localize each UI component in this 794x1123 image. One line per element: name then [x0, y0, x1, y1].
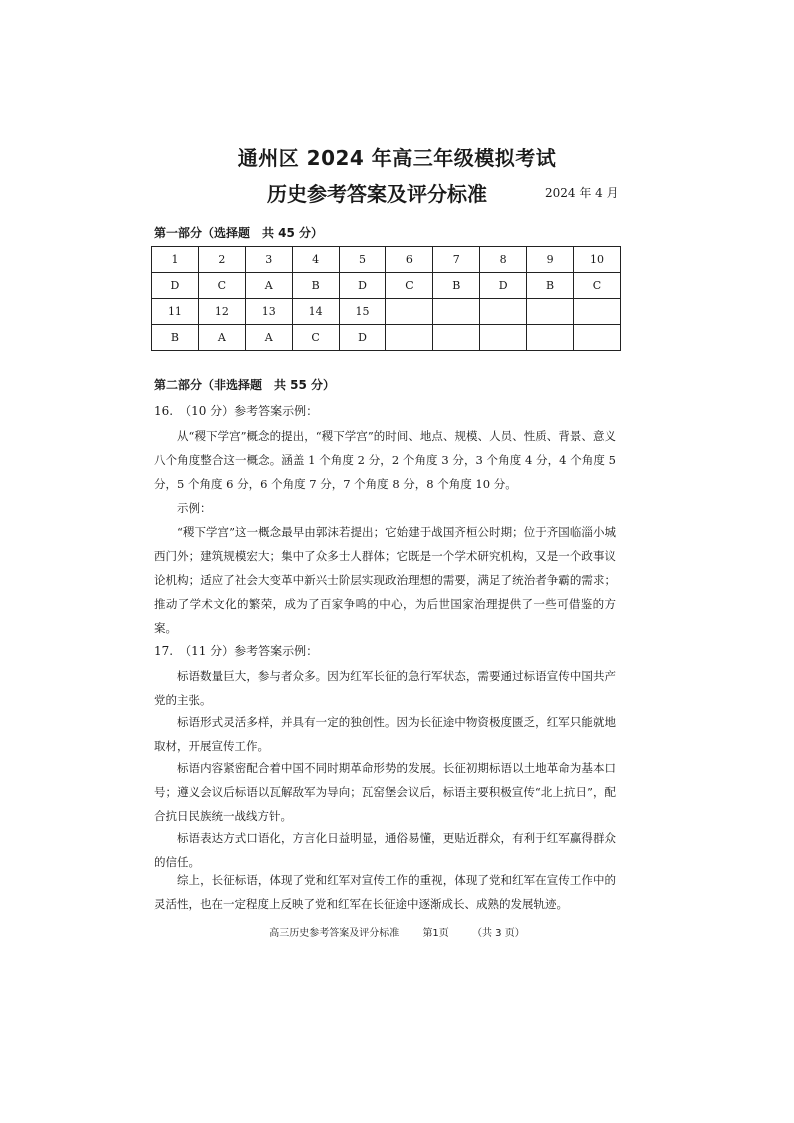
- answer-table: [151, 246, 621, 351]
- table-cell: A: [245, 325, 292, 351]
- q16-scoring-paragraph: 从“稷下学宫”概念的提出，“稷下学宫”的时间、地点、规模、人员、性质、背景、意义八个角度整合这一概念。涵盖 1 个角度 2 分，2 个角度 3 分，3 个角度 4 分，4 个角度 5 分，5 个角度 6 分，6 个角度 7 分，7 个角度 8 分，8 个角度 10 分。: [154, 429, 616, 491]
- footer-page-number: 第1页: [422, 928, 449, 939]
- table-cell: A: [245, 273, 292, 299]
- table-cell: 7: [433, 247, 480, 273]
- table-cell: A: [198, 325, 245, 351]
- table-cell: 12: [198, 299, 245, 325]
- table-cell: 14: [292, 299, 339, 325]
- q17-label: 17. （11 分）参考答案示例：: [154, 644, 319, 658]
- q17-paragraph-3: 标语内容紧密配合着中国不同时期革命形势的发展。长征初期标语以土地革命为基本口号；遵义会议后标语以瓦解敌军为导向；瓦窑堡会议后，标语主要积极宣传“北上抗日”，配合抗日民族统一战线方针。: [154, 761, 616, 823]
- table-cell: 11: [152, 299, 199, 325]
- q16-example-paragraph: “稷下学宫”这一概念最早由郭沫若提出；它始建于战国齐桓公时期；位于齐国临淄小城西门外；建筑规模宏大；集中了众多士人群体；它既是一个学术研究机构，又是一个政事议论机构；适应了社会大变革中新兴士阶层实现政治理想的需要，满足了统治者争霸的需求；推动了学术文化的繁荣，成为了百家争鸣的中心，为后世国家治理提供了一些可借鉴的方案。: [154, 525, 616, 635]
- q16-label: 16. （10 分）参考答案示例：: [154, 404, 319, 418]
- table-cell: [433, 299, 480, 325]
- table-cell: [527, 325, 574, 351]
- part1-heading: 第一部分（选择题 共 45 分）: [154, 226, 324, 240]
- table-cell: 10: [574, 247, 621, 273]
- table-cell: 4: [292, 247, 339, 273]
- table-cell: B: [152, 325, 199, 351]
- document-subtitle: 历史参考答案及评分标准: [267, 182, 487, 206]
- table-cell: 3: [245, 247, 292, 273]
- table-cell: 8: [480, 247, 527, 273]
- table-cell: 15: [339, 299, 386, 325]
- table-cell: [480, 299, 527, 325]
- table-row: [152, 273, 621, 299]
- table-cell: C: [198, 273, 245, 299]
- table-cell: 2: [198, 247, 245, 273]
- q17-paragraph-1: 标语数量巨大，参与者众多。因为红军长征的急行军状态，需要通过标语宣传中国共产党的主张。: [154, 669, 616, 707]
- table-cell: 13: [245, 299, 292, 325]
- table-cell: 1: [152, 247, 199, 273]
- table-cell: [386, 325, 433, 351]
- table-cell: D: [339, 325, 386, 351]
- q17-paragraph-4: 标语表达方式口语化，方言化日益明显，通俗易懂，更贴近群众，有利于红军赢得群众的信任。: [154, 831, 616, 869]
- exam-title: 通州区 2024 年高三年级模拟考试: [237, 146, 557, 170]
- table-cell: [574, 299, 621, 325]
- table-cell: 6: [386, 247, 433, 273]
- table-cell: C: [292, 325, 339, 351]
- q17-paragraph-2: 标语形式灵活多样，并具有一定的独创性。因为长征途中物资极度匮乏，红军只能就地取材，开展宣传工作。: [154, 715, 616, 753]
- document-date: 2024 年 4 月: [545, 186, 619, 200]
- table-cell: B: [527, 273, 574, 299]
- table-cell: B: [292, 273, 339, 299]
- table-cell: C: [574, 273, 621, 299]
- q16-example-label: 示例：: [177, 501, 212, 515]
- table-cell: D: [480, 273, 527, 299]
- table-cell: B: [433, 273, 480, 299]
- footer-total-pages: （共 3 页）: [472, 928, 525, 939]
- part2-heading: 第二部分（非选择题 共 55 分）: [154, 378, 336, 392]
- footer-document-name: 高三历史参考答案及评分标准: [269, 928, 400, 939]
- table-cell: [386, 299, 433, 325]
- q17-paragraph-5: 综上，长征标语，体现了党和红军对宣传工作的重视，体现了党和红军在宣传工作中的灵活性，也在一定程度上反映了党和红军在长征途中逐渐成长、成熟的发展轨迹。: [154, 873, 616, 911]
- table-cell: [480, 325, 527, 351]
- table-cell: 9: [527, 247, 574, 273]
- table-cell: 5: [339, 247, 386, 273]
- table-row: [152, 299, 621, 325]
- table-row: [152, 247, 621, 273]
- page-footer: [0, 924, 794, 939]
- table-cell: [433, 325, 480, 351]
- table-row: [152, 325, 621, 351]
- table-cell: [527, 299, 574, 325]
- table-cell: [574, 325, 621, 351]
- table-cell: D: [152, 273, 199, 299]
- table-cell: D: [339, 273, 386, 299]
- table-cell: C: [386, 273, 433, 299]
